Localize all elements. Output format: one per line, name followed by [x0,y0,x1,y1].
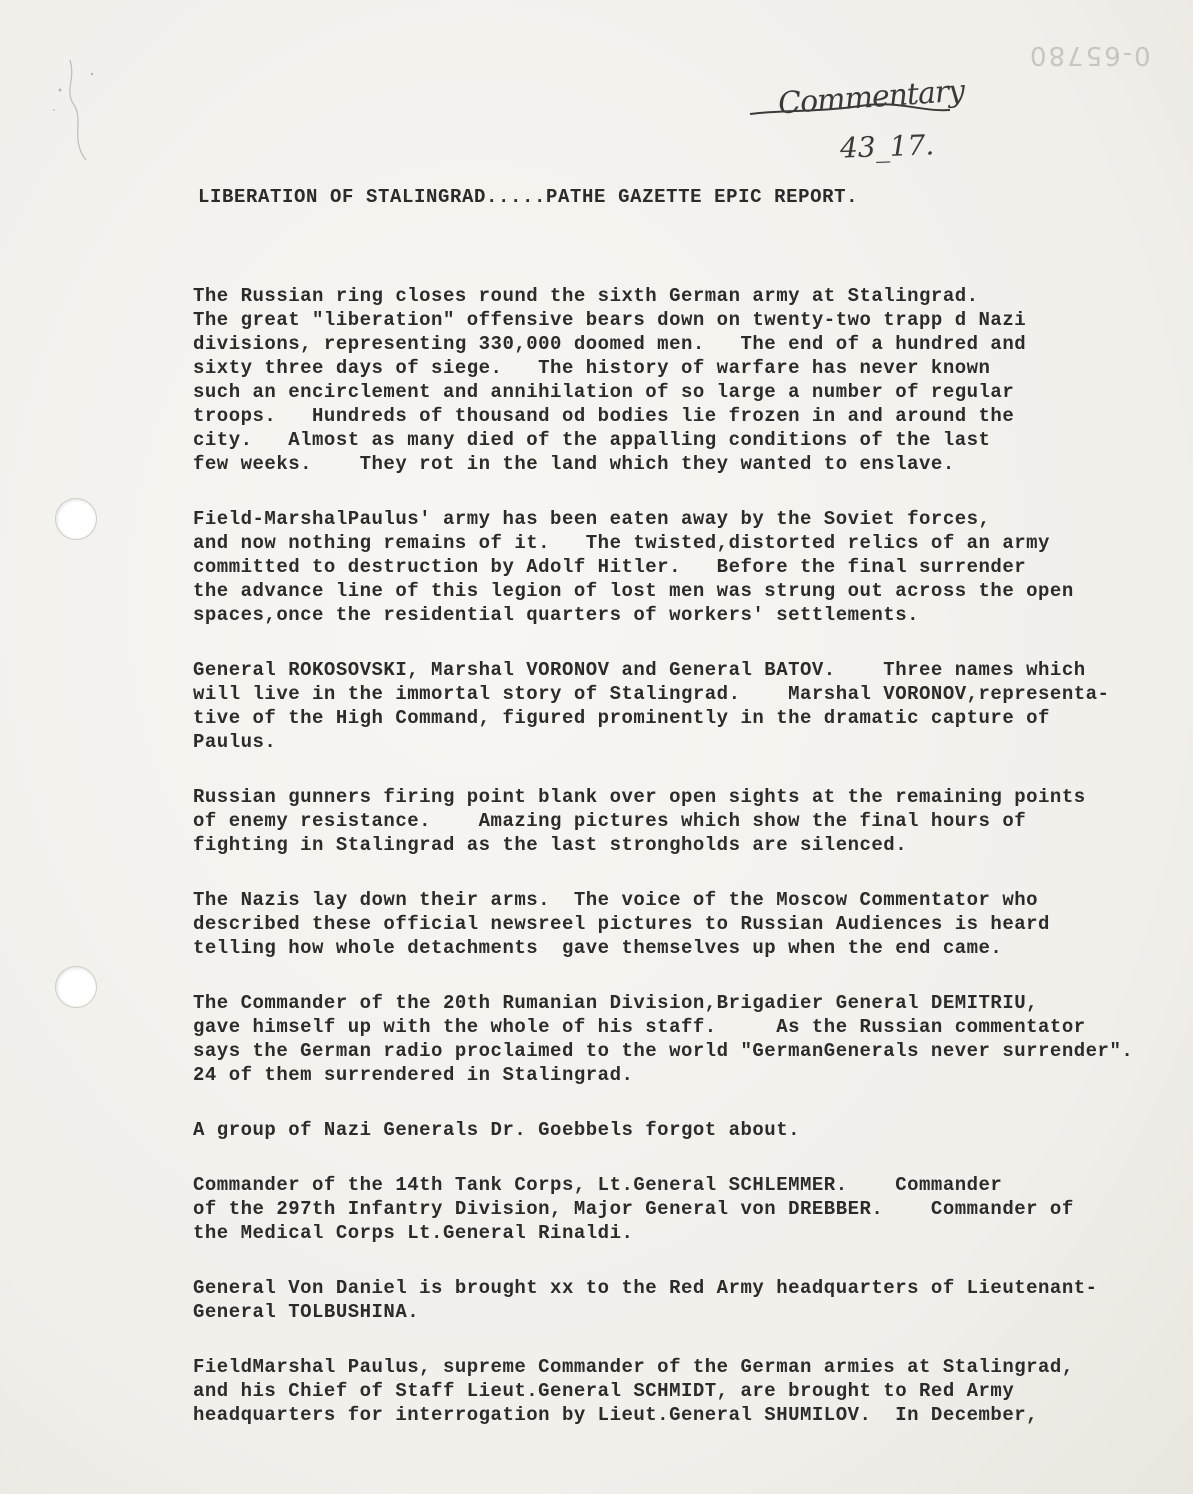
text-line: FieldMarshal Paulus, supreme Commander of the German armies at Stalingrad, [193,1356,1074,1378]
paragraph [193,991,1153,1087]
text-line: and now nothing remains of it. The twisted,distorted relics of an army [193,532,1050,554]
text-line: General ROKOSOVSKI, Marshal VORONOV and General BATOV. Three names which [193,659,1086,681]
text-line: the Medical Corps Lt.General Rinaldi. [193,1222,634,1244]
text-line: The great "liberation" offensive bears down on twenty-two trapp d Nazi [193,309,1027,331]
text-line: headquarters for interrogation by Lieut.General SHUMILOV. In December, [193,1404,1039,1426]
text-line: of enemy resistance. Amazing pictures which show the final hours of [193,810,1027,832]
text-line: sixty three days of siege. The history of warfare has never known [193,357,991,379]
paragraph [193,1118,1153,1142]
text-line: such an encirclement and annihilation of so large a number of regular [193,381,1015,403]
text-line: Russian gunners firing point blank over open sights at the remaining points [193,786,1086,808]
text-line: The Russian ring closes round the sixth German army at Stalingrad. [193,285,979,307]
text-line: will live in the immortal story of Stalingrad. Marshal VORONOV,representa- [193,683,1110,705]
archive-reference-number: 0-65780 [1028,40,1151,70]
text-line: city. Almost as many died of the appalling conditions of the last [193,429,991,451]
text-line: troops. Hundreds of thousand od bodies lie frozen in and around the [193,405,1015,427]
text-line: described these official newsreel pictures to Russian Audiences is heard [193,913,1050,935]
text-line: of the 297th Infantry Division, Major General von DREBBER. Commander of [193,1198,1074,1220]
annotation-word: Commentary [777,73,966,122]
punch-hole-lower [55,966,97,1008]
paragraph [193,1173,1153,1245]
text-line: tive of the High Command, figured prominently in the dramatic capture of [193,707,1050,729]
text-line: few weeks. They rot in the land which they wanted to enslave. [193,453,955,475]
text-line: and his Chief of Staff Lieut.General SCHMIDT, are brought to Red Army [193,1380,1015,1402]
text-line: A group of Nazi Generals Dr. Goebbels forgot about. [193,1119,800,1141]
handwritten-annotation [720,72,980,172]
text-line: divisions, representing 330,000 doomed men. The end of a hundred and [193,333,1027,355]
paragraph [193,1355,1153,1427]
text-line: gave himself up with the whole of his staff. As the Russian commentator [193,1016,1086,1038]
text-line: General Von Daniel is brought xx to the Red Army headquarters of Lieutenant- [193,1277,1098,1299]
text-line: committed to destruction by Adolf Hitler. Before the final surrender [193,556,1027,578]
text-line: Field-MarshalPaulus' army has been eaten away by the Soviet forces, [193,508,991,530]
text-line: says the German radio proclaimed to the world "GermanGenerals never surrender". [193,1040,1134,1062]
text-line: telling how whole detachments gave themselves up when the end came. [193,937,1003,959]
paragraph [193,785,1153,857]
punch-hole-upper [55,498,97,540]
text-line: fighting in Stalingrad as the last strongholds are silenced. [193,834,908,856]
annotation-number: 43_17. [839,128,935,165]
document-body [193,284,1153,1458]
text-line: General TOLBUSHINA. [193,1301,420,1323]
paragraph [193,658,1153,754]
paragraph [193,888,1153,960]
document-heading: LIBERATION OF STALINGRAD.....PATHE GAZETTE EPIC REPORT. [198,186,859,208]
text-line: spaces,once the residential quarters of workers' settlements. [193,604,920,626]
text-line: The Nazis lay down their arms. The voice of the Moscow Commentator who [193,889,1039,911]
text-line: Commander of the 14th Tank Corps, Lt.General SCHLEMMER. Commander [193,1174,1003,1196]
paper-smudge [40,50,130,170]
text-line: 24 of them surrendered in Stalingrad. [193,1064,634,1086]
paragraph [193,1276,1153,1324]
paragraph [193,507,1153,627]
text-line: Paulus. [193,731,277,753]
text-line: The Commander of the 20th Rumanian Division,Brigadier General DEMITRIU, [193,992,1039,1014]
text-line: the advance line of this legion of lost men was strung out across the open [193,580,1074,602]
paragraph [193,284,1153,476]
